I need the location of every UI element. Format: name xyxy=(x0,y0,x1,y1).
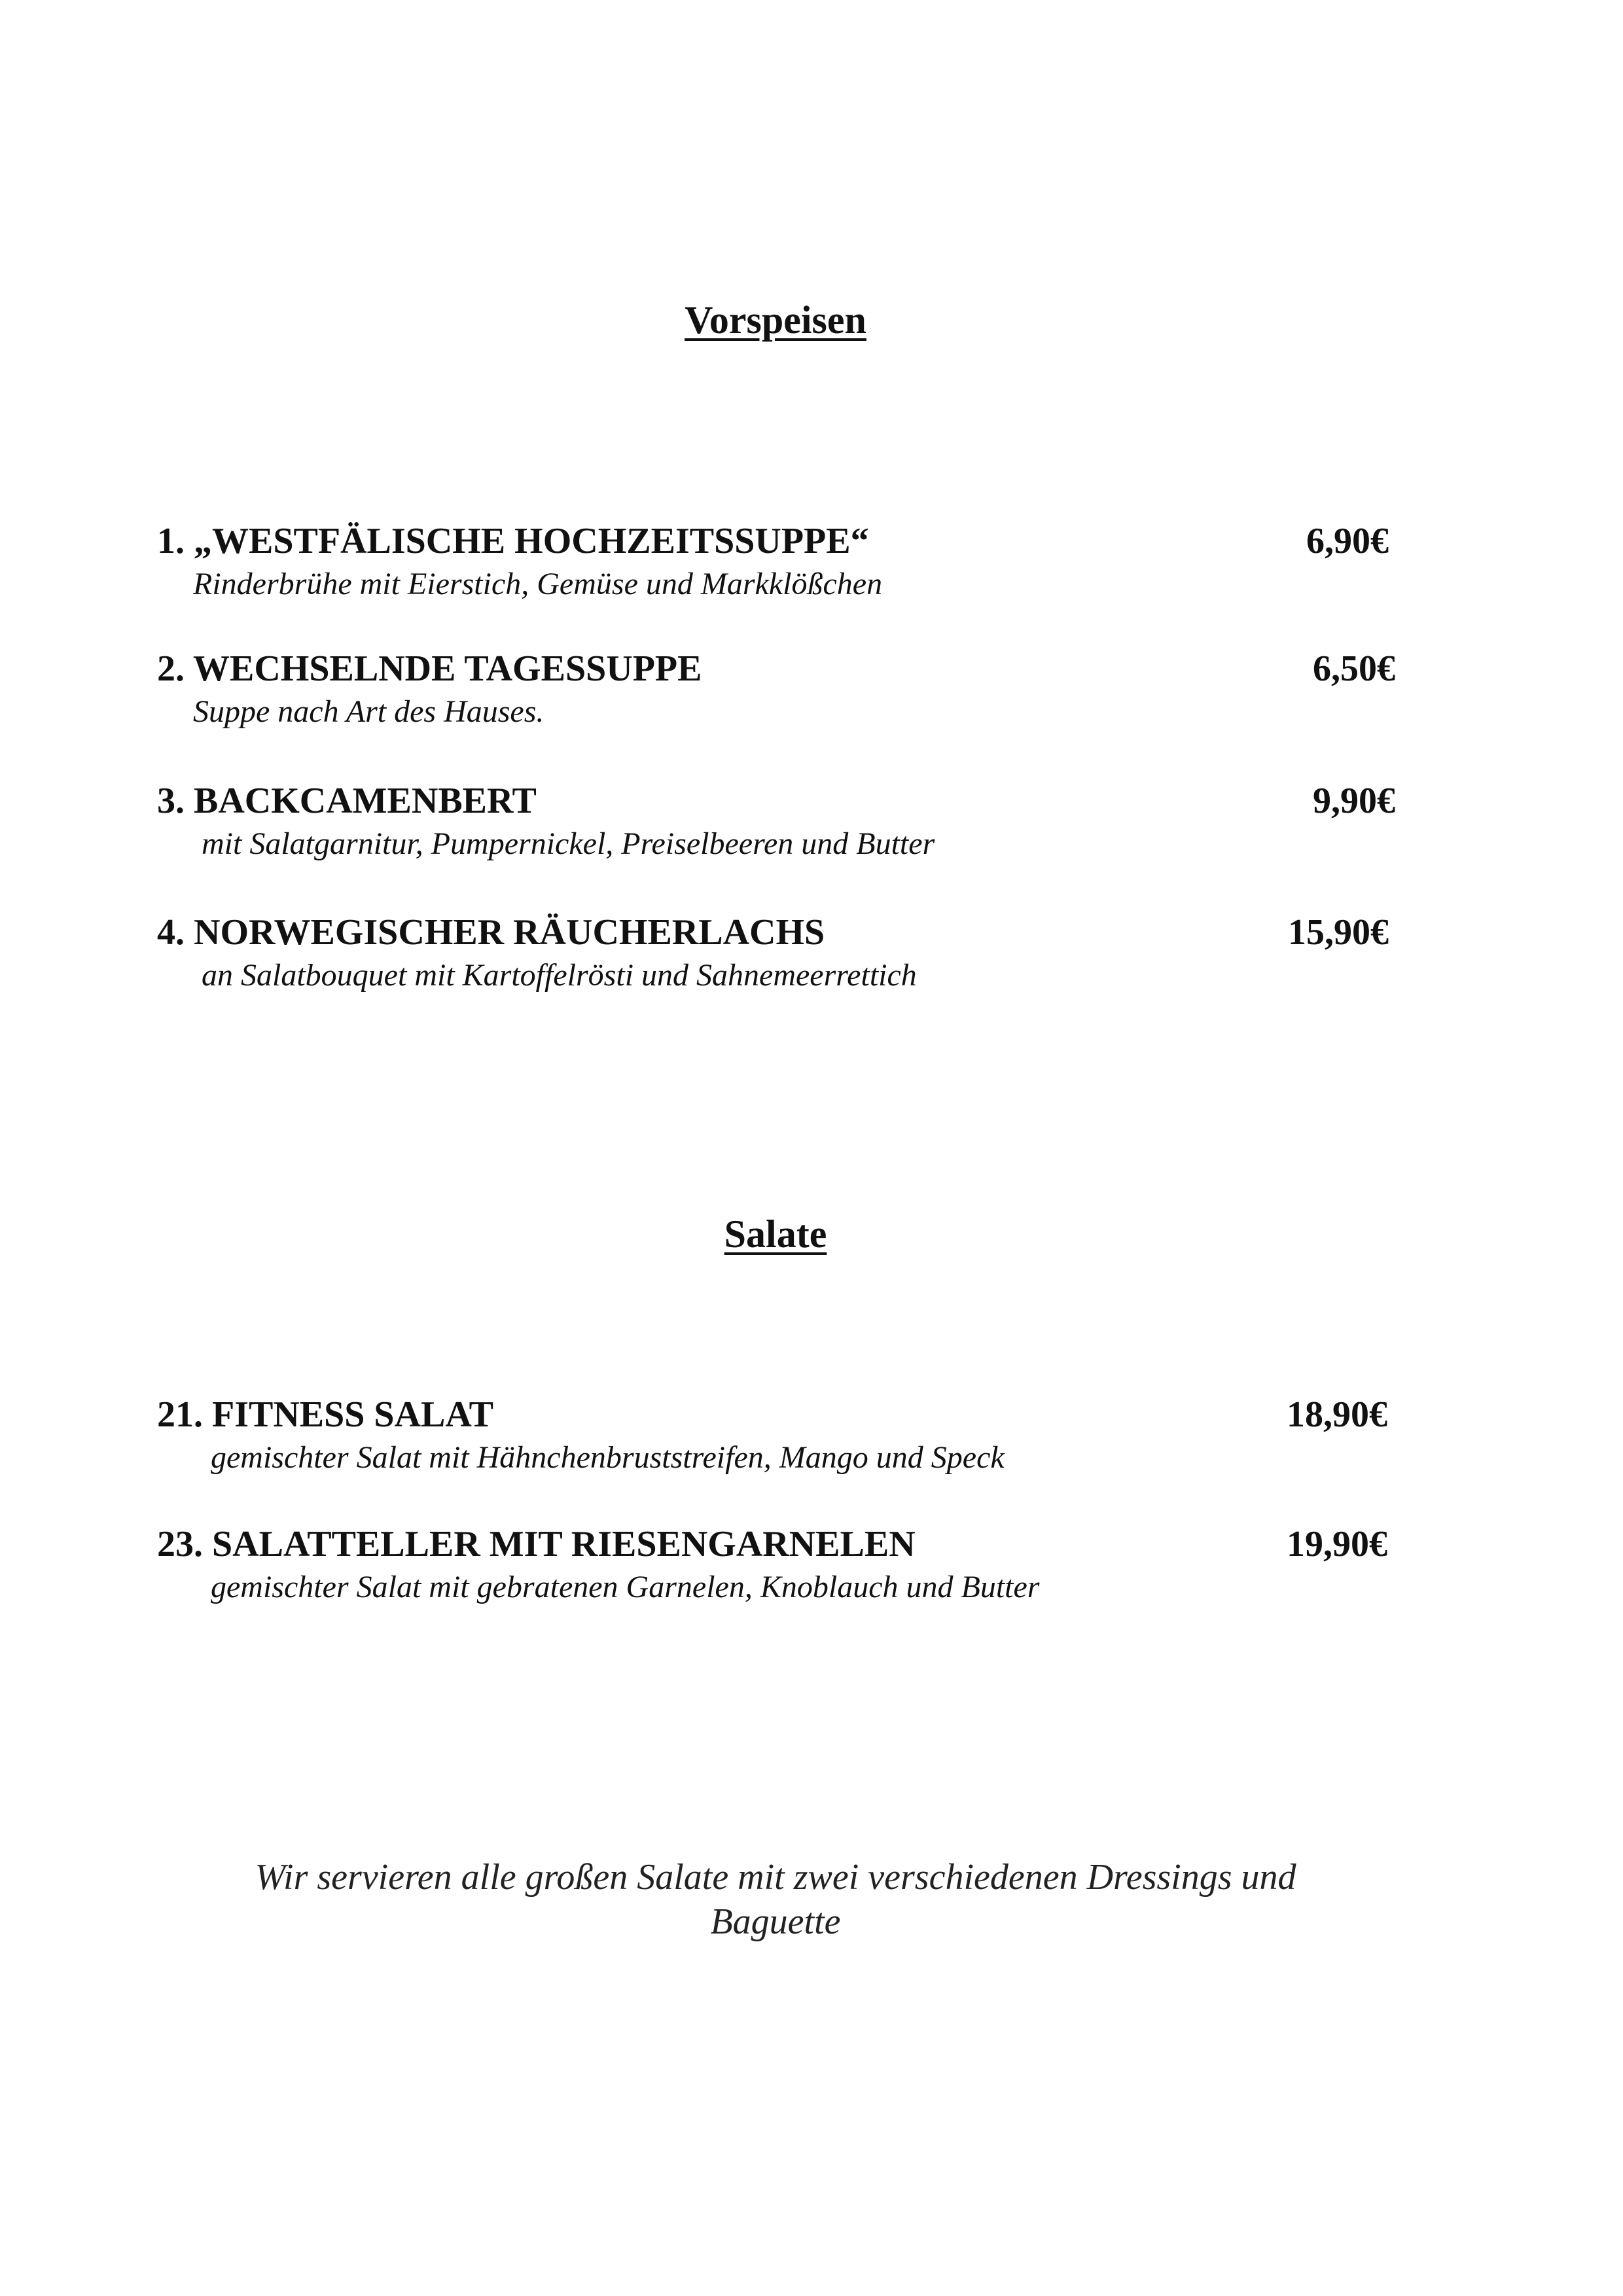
menu-item-description: gemischter Salat mit gebratenen Garnelen, Knoblauch und Butter xyxy=(211,1570,1040,1604)
menu-item-price: 15,90€ xyxy=(1288,912,1389,953)
menu-item-price: 6,90€ xyxy=(1306,521,1389,561)
menu-item-description: an Salatbouquet mit Kartoffelrösti und Sahnemeerrettich xyxy=(202,958,917,993)
menu-item-description: Rinderbrühe mit Eierstich, Gemüse und Markklößchen xyxy=(193,567,883,601)
section-heading-salate: Salate xyxy=(724,1212,827,1256)
menu-item-title: 4. NORWEGISCHER RÄUCHERLACHS xyxy=(157,912,825,953)
footer-note-line1: Wir servieren alle großen Salate mit zwei verschiedenen Dressings und xyxy=(255,1857,1296,1898)
menu-item-description: gemischter Salat mit Hähnchenbruststreifen, Mango und Speck xyxy=(211,1440,1005,1475)
menu-item-price: 9,90€ xyxy=(1313,781,1395,821)
menu-item-price: 19,90€ xyxy=(1287,1524,1387,1564)
menu-item-price: 18,90€ xyxy=(1287,1394,1387,1435)
menu-item-title: 1. „WESTFÄLISCHE HOCHZEITSSUPPE“ xyxy=(157,521,869,561)
section-heading-vorspeisen: Vorspeisen xyxy=(685,298,866,342)
footer-note-line2: Baguette xyxy=(710,1901,841,1942)
menu-item-title: 21. FITNESS SALAT xyxy=(157,1394,494,1435)
menu-item-description: Suppe nach Art des Hauses. xyxy=(193,694,544,729)
menu-item-price: 6,50€ xyxy=(1313,648,1395,689)
menu-item-title: 3. BACKCAMENBERT xyxy=(157,781,537,821)
menu-item-title: 23. SALATTELLER MIT RIESENGARNELEN xyxy=(157,1524,916,1564)
footer-note xyxy=(0,1855,1551,1944)
menu-item-description: mit Salatgarnitur, Pumpernickel, Preiselbeeren und Butter xyxy=(202,826,935,861)
menu-item-title: 2. WECHSELNDE TAGESSUPPE xyxy=(157,648,702,689)
